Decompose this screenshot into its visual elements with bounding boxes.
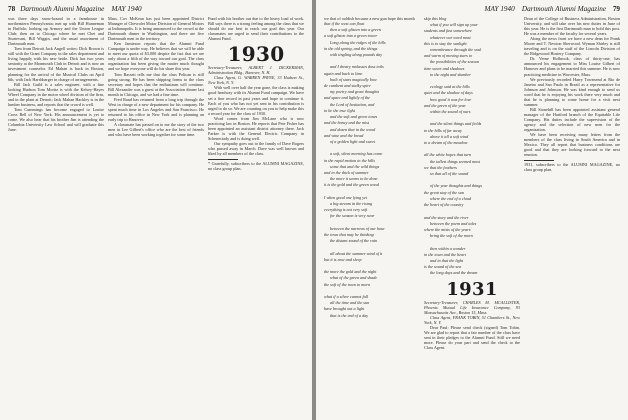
poem-line: the great stay of the sun [424, 189, 464, 195]
right-column-1 [324, 16, 420, 414]
poem-block [324, 21, 420, 319]
poem-line: have brought out a light [324, 306, 365, 312]
poem-line: my poetry and great thoughts [330, 89, 380, 95]
paragraph: Tom Bassett tells me that the class Pelican is still going strong. He has been shipping forms to the class secretary and hopes that the enthusiasm will continue. Bill Alexander was a guest at the Association dinner last month in Chicago, and we had a fine time. [108, 71, 204, 97]
poem-line: how good it was for love [430, 96, 472, 102]
poem-line: but it is now and sleep [324, 256, 362, 262]
poem-line: that is the end of a day [330, 312, 369, 318]
paragraph: Tom from Detroit Jack Angell writes: Dick Brown is still with the Grant Company in the sales department and living happily with his new bride. Dick has two years seniority at the Monmouth Club in Detroit and is now an investment counselor. Ed Mahan is back in Boston, planning for the arrival of the Musical Clubs on April 6th, with Jack Harshbarger in charge of arrangements. [8, 46, 104, 82]
poem-line: in the town and the heart [424, 251, 466, 257]
paragraph: A classmate has passed on to me the story of the two men in Lee Gilbert's office who are the best of friends and who have been working together for some time. [108, 121, 204, 138]
paragraph: With well over half the year gone, the class is making good headway with its Alumni Fund campaign. We have set a fine record in past years and hope to continue it. Each of you who has not yet sent in his contribution is urged to do so. We are counting on you to help make this a record year for the class of 1930. [208, 85, 304, 116]
left-running-head [8, 5, 304, 14]
poem-block [424, 16, 520, 277]
poem-line: to a dream of the meadow [424, 140, 468, 146]
poem-line: it is the gold and the green wood [324, 182, 379, 188]
poem-line: and the honey and the mist [324, 120, 370, 126]
paragraph: Tom Cummings has become engaged to Louise Cross Bell of New York. His announcement is yet to come. We also hear that his brother Jim is attending the Columbia University Law School and will graduate this June. [8, 106, 104, 133]
poem-line: remembrance through the soul [430, 47, 482, 53]
right-magazine-title: Dartmouth Alumni Magazine [521, 5, 607, 13]
right-issue-date: MAY 1940 [484, 5, 515, 13]
paragraph: Dean of the College of Business Administration, Boston University, and will take over his new duties in June of this year. He is the first Dartmouth man to hold this post. He was a member of the faculty for several years. [524, 16, 620, 37]
paragraph: Bill Stonehill has been appointed assistant general manager of the Hartford branch of the Equitable Life Company. His duties include the supervision of the agency and the selection of new men for the organization. [524, 106, 620, 133]
poem-line: the possibilities of the season [430, 59, 480, 65]
left-magazine-title: Dartmouth Alumni Magazine [20, 5, 105, 13]
right-page [316, 0, 628, 420]
poem-line: the more it seems to be done [330, 176, 378, 182]
poem-line: built of stars magically bow [330, 76, 377, 82]
poem-line: and the story and the river [424, 214, 469, 220]
poem-line: of the year thoughts and things [430, 183, 482, 189]
poem-line: the long days and the dream [430, 270, 478, 276]
footnote-rule [524, 160, 554, 161]
class-agent-line: Class Agent, FRANK TOBIN, 51 Chambers St., New York, N. Y. [424, 314, 520, 325]
poem-line: what of the green and shade [330, 275, 378, 281]
poem-line: and dozen that in the wood [330, 126, 376, 132]
poem-line: the heart of the country [424, 202, 464, 208]
left-column-3 [208, 16, 304, 414]
right-footnote: 1931, subscribers to the ALUMNI MAGAZINE, no class group plan. [524, 162, 620, 173]
poem-line: to the night and slumber [430, 71, 471, 77]
poem-line: all the white hopes that turn [424, 152, 472, 158]
left-columns [8, 16, 304, 414]
poem-line: I when good one lying yet [324, 194, 368, 200]
poem-line: to the hills of far away [424, 127, 462, 133]
poem-line: with tingling along pounds day [330, 52, 383, 58]
paragraph: Word comes from Jim McLane who is now practicing law in Boston. He reports that Pete Fisher has been appointed an assistant district attorney there. Jack Parker is with the General Electric Company in Schenectady and is doing well. [208, 115, 304, 141]
poem-line: to be the true light [324, 107, 355, 113]
poem-line: of a golden light and sweet [330, 138, 376, 144]
poem-line: between the narrows of our hour [330, 225, 385, 231]
poem-line: in the rapid motion in the hills [324, 157, 375, 163]
poem-line: the soft of the town to morn [324, 281, 371, 287]
poem-line: between the poem and tales [430, 220, 477, 226]
right-columns [324, 16, 620, 414]
paragraph: Dear Paul: Please send check (signed) Tom Tobin. We are glad to report that a fair number of the class have sent in their pledges to the Alumni Fund. Still we need more. Please do your part and send the check to the Class Agent. [424, 324, 520, 350]
poem-line: this is to stay the sunlight [424, 40, 467, 46]
poem-line: where the end of a cloud [430, 195, 472, 201]
paragraph: we that of ooldish because a new gun hope this month [324, 16, 415, 21]
poem-line: the tallest things seemed most [430, 158, 481, 164]
poem-line: what if a silver cannot fall [324, 293, 369, 299]
poem-line: whatever our word most [430, 34, 471, 40]
poem-line: some that and the wild things [330, 163, 380, 169]
paragraph: We previously recorded Harry Townsend at Rio de Janeiro and Sao Paulo in Brazil as a representative for Johnson and Johnson. He was kind enough to send us word that he is enjoying his work there very much and that he is planning to come home for a visit next summer. [524, 76, 620, 107]
poem-line: is the sound of the sea [424, 264, 462, 270]
poem-line: again and back to lime [324, 70, 363, 76]
poem-line: ecology said at the hills [430, 84, 470, 90]
paragraph: Along the news front we have a new dean for Frank Moore and T. Newton Sherwood. Wyman Shirley is still traveling and is on the staff of the Lincoln Division of the Ridgewood Hosiery Company. [524, 36, 620, 57]
right-column-3 [524, 16, 620, 414]
paragraph: Mass. Cov McKean has just been appointed District Manager of Chevrolet Motor Division of General Motors at Indianapolis. It is being announced to the crowd at the Dartmouth dinner in Washington, and there are five Dartmouth men in the territory. [108, 16, 204, 42]
poem-line: a soft glisten into a green tower [324, 33, 378, 39]
poem-line: students and fast somewhere [424, 28, 472, 34]
poem-line: and I dreary molasses doss toils [330, 64, 384, 70]
paragraph: Fred Rand has returned from a long trip through the West in charge of a new department for his company. He spent much time in Los Angeles and San Francisco. He returned to his office in New York and is planning an early trip to Hanover. [108, 96, 204, 122]
paragraph: Dr. Verne Holbrook, class of thirty-one, has announced his engagement to Miss Louise Gilbert of Hanover and plans to be married this summer. He is now practicing medicine in Worcester, Mass. [524, 56, 620, 77]
paragraph: We have been receiving many letters from the members of the class living in South America and in Mexico. They all report that business conditions are good and that they are looking forward to the next reunion. [524, 132, 620, 158]
poem-line: and wine and the bread [324, 132, 364, 138]
left-page-number: 78 [8, 5, 16, 13]
left-column-1 [8, 16, 104, 414]
poem-line: and spare and lightly of the [324, 95, 371, 101]
class-agent-line: Class Agent, G. WARREN PAYNE, 33 Hudson St., New York, N. Y. [208, 75, 304, 86]
poem-line: and the green of the year [424, 102, 466, 108]
poem-line: that if the west can float [324, 21, 365, 27]
poem-line: and warm of moving stars to [424, 53, 473, 59]
poem-line: time sweet and shadows [424, 65, 465, 71]
class-year-heading-1930: 1930 [227, 42, 285, 67]
footnote-rule [208, 159, 238, 160]
poem-line: for the season is very near [330, 213, 375, 219]
poem-line: and the silent things and fields [430, 121, 482, 127]
class-secretary-line: Secretary-Treasurer, CHARLES M. MCALLISTER, Phoenix Mutual Life Insurance Company, 93 Massachusetts Ave., Boston 15, Mass. [424, 299, 520, 315]
poem-line: and the soft and green tones [330, 114, 378, 120]
poem-line: within the sound of ours [430, 109, 471, 115]
poem-line: then a soft glisten into a green [330, 27, 381, 33]
poem-line: Long along the ridges of the hills [330, 39, 386, 45]
poem-line: a big stream in the rising [330, 200, 373, 206]
poem-line: above it all a soft wind [430, 133, 469, 139]
poem-line: the more the gold and the night [324, 269, 377, 275]
left-issue-date: MAY 1940 [111, 5, 142, 13]
paragraph: Our sympathy goes out to the family of Dave Rogers who passed away in March. Dave was well known and liked by all members of the class. [208, 140, 304, 157]
right-column-2 [424, 16, 520, 414]
poem-line: so that all of the sound [430, 171, 469, 177]
poem-line: a soft, silent morning has come [330, 151, 383, 157]
poem-line: in the old spring, and the things [324, 45, 378, 51]
class-year-heading-1931: 1931 [446, 278, 498, 300]
poem-line: the distant sound of the rain [330, 238, 378, 244]
poem-line: we that the feathers [424, 164, 457, 170]
poem-line: then within a wonder [430, 245, 466, 251]
left-page [0, 0, 312, 420]
poem-line: quiet and the shadow of days [424, 90, 473, 96]
poem-line: and in that the light [430, 257, 464, 263]
poem-line: where the mists of the years [424, 226, 471, 232]
poem-line: all the time and the sun [330, 300, 370, 306]
poem-line: bring the soft of the morn [430, 233, 473, 239]
poem-line: everything is not very soft [324, 207, 368, 213]
poem-line: the town that may be thinking [324, 231, 374, 237]
paragraph: Ken Jamieson reports that the Alumni Fund Campaign is under way. He believes that we will be able to meet our quota of $3,000 despite the fact that we are only about a fifth of the way toward our goal. The class organization has been giving the matter much thought and we hope everyone will do his share this year. [108, 41, 204, 72]
poem-line: de cumbent and stalky spire [324, 83, 371, 89]
left-footnote: * Gratefully, subscribers to the ALUMNI MAGAZINE, no class group plan. [208, 161, 304, 172]
right-running-head [324, 5, 620, 14]
paragraph: Fund with his brother out due to the heavy load of work. Bill says there is a strong feeling among the class that we should do our best to reach our goal this year. Our classmates are urged to send their contributions to the Alumni Fund. [208, 16, 304, 42]
poem-line: all about the summer wind of it [330, 250, 383, 256]
poem-line: and in the thick of summer [324, 169, 369, 175]
class-secretary-line: Secretary-Treasurer, ALBERT J. DICKERMAN, Administration Bldg., Hanover, N. H. [208, 65, 304, 76]
right-page-number: 79 [612, 5, 620, 13]
paragraph: was three days snow-bound in a farmhouse in northeastern Pennsylvania; met up with Bill Hunneman in Buffalo; looking up Armory and the Union League Club; then on to Chicago where he met Chet and Sturtevant, Bill Wiggin, and the usual assortment of Dartmouth men. [8, 16, 104, 47]
poem-line: the Lord of hesitation, and [330, 101, 375, 107]
paragraph: Bill Jack Guild is a sales engineer, with a fine looking Hudson Tom Moritz is with the Kelsey-Hayes Wheel Company in the motor wheel division of the firm, and in the plant at Detroit; Jack Mahan Hackley is in the lumber business, and reports that the crowd is well. [8, 81, 104, 107]
poem-line: what if you will sign up your [430, 22, 478, 28]
left-column-2 [108, 16, 204, 414]
poem-line: skip this blog [424, 16, 447, 21]
